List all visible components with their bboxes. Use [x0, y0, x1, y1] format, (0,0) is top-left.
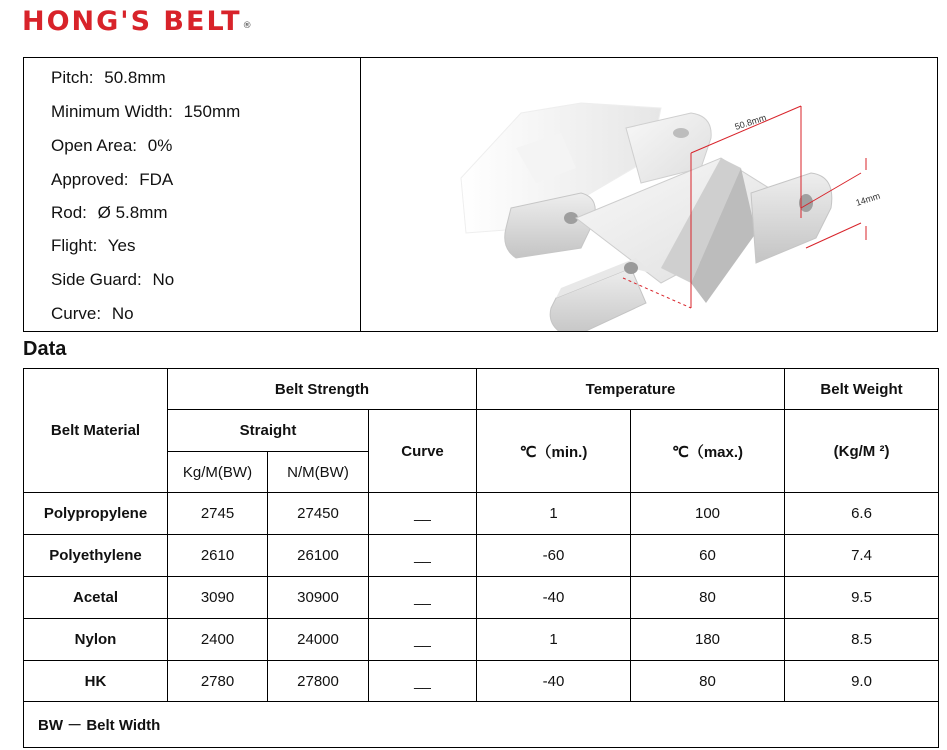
- spec-list: [24, 58, 361, 331]
- header-belt-strength: Belt Strength: [168, 369, 477, 410]
- row-temp-min: 1: [477, 493, 631, 535]
- row-nm: 27800: [268, 661, 369, 702]
- header-weight-unit: (Kg/M ²): [785, 410, 939, 493]
- row-temp-max: 80: [631, 577, 785, 619]
- height-dimension-label: 14mm: [854, 190, 882, 208]
- row-weight: 7.4: [785, 535, 939, 577]
- row-nm: 30900: [268, 577, 369, 619]
- row-temp-max: 100: [631, 493, 785, 535]
- row-curve: __: [369, 535, 477, 577]
- row-weight: 9.0: [785, 661, 939, 702]
- header-temp-max: ℃（max.): [631, 410, 785, 493]
- row-curve: __: [369, 619, 477, 661]
- header-row: [24, 369, 939, 410]
- header-temp-min: ℃（min.): [477, 410, 631, 493]
- spec-side-guard: Side Guard: No: [51, 270, 175, 289]
- spec-approved: Approved: FDA: [51, 170, 174, 189]
- row-kg: 3090: [168, 577, 268, 619]
- note-row: [24, 702, 939, 748]
- table-row: [24, 493, 939, 535]
- spec-panel: [23, 57, 938, 332]
- spec-min-width: Minimum Width: 150mm: [51, 102, 241, 121]
- brand-name: HONG'S BELT: [22, 6, 242, 37]
- spec-open-area: Open Area: 0%: [51, 136, 173, 155]
- row-temp-min: -60: [477, 535, 631, 577]
- header-n-per-m: N/M(BW): [268, 452, 369, 493]
- row-material: Acetal: [24, 577, 168, 619]
- table-row: [24, 577, 939, 619]
- row-kg: 2780: [168, 661, 268, 702]
- table-row: [24, 661, 939, 702]
- header-belt-material: Belt Material: [24, 369, 168, 493]
- section-title: Data: [23, 338, 67, 360]
- belt-data-table: [23, 368, 939, 748]
- header-straight: Straight: [168, 410, 369, 452]
- row-curve: __: [369, 661, 477, 702]
- header-curve: Curve: [369, 410, 477, 493]
- table-row: [24, 535, 939, 577]
- row-nm: 26100: [268, 535, 369, 577]
- row-material: HK: [24, 661, 168, 702]
- spec-curve: Curve: No: [51, 304, 134, 323]
- row-material: Polypropylene: [24, 493, 168, 535]
- header-temperature: Temperature: [477, 369, 785, 410]
- brand-logo: [22, 4, 253, 40]
- spec-rod: Rod: Ø 5.8mm: [51, 203, 168, 222]
- row-nm: 24000: [268, 619, 369, 661]
- row-weight: 9.5: [785, 577, 939, 619]
- spec-flight: Flight: Yes: [51, 236, 136, 255]
- row-kg: 2610: [168, 535, 268, 577]
- belt-module-diagram: [361, 58, 937, 331]
- row-temp-max: 80: [631, 661, 785, 702]
- row-temp-min: -40: [477, 661, 631, 702]
- header-belt-weight: Belt Weight: [785, 369, 939, 410]
- row-curve: __: [369, 493, 477, 535]
- row-kg: 2745: [168, 493, 268, 535]
- row-material: Nylon: [24, 619, 168, 661]
- row-weight: 6.6: [785, 493, 939, 535]
- row-material: Polyethylene: [24, 535, 168, 577]
- registered-mark: ®: [242, 21, 254, 31]
- row-temp-max: 180: [631, 619, 785, 661]
- header-kg-per-m: Kg/M(BW): [168, 452, 268, 493]
- pitch-dimension-label: 50.8mm: [733, 112, 768, 132]
- row-curve: __: [369, 577, 477, 619]
- row-nm: 27450: [268, 493, 369, 535]
- belt-width-note: BW － Belt Width: [24, 702, 939, 748]
- table-row: [24, 619, 939, 661]
- row-temp-max: 60: [631, 535, 785, 577]
- row-kg: 2400: [168, 619, 268, 661]
- spec-pitch: Pitch: 50.8mm: [51, 68, 166, 87]
- row-weight: 8.5: [785, 619, 939, 661]
- belt-module-illustration: [361, 58, 937, 331]
- row-temp-min: 1: [477, 619, 631, 661]
- row-temp-min: -40: [477, 577, 631, 619]
